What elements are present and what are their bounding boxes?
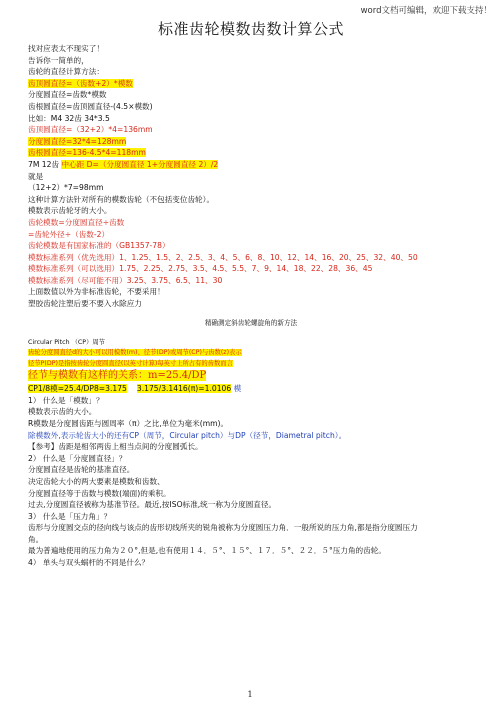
module-line: 模数标准系列（尽可能不用）3.25、3.75、6.5、11、30: [28, 275, 223, 285]
highlighted-cp: CP1/8模=25.4/DP8=3.175: [28, 384, 127, 394]
text-line: 告诉你一简单的，: [28, 55, 89, 65]
text-line: 模数表示齿的大小。: [28, 407, 97, 417]
text-line: Circular Pitch （CP）周节: [28, 338, 105, 346]
text-line: 比如：M4 32齿 34*3.5: [28, 113, 110, 123]
module-line: =齿轮外径÷（齿数-2）: [28, 229, 110, 239]
text-line: 【参考】齿距是相邻两齿上相当点间的分度圆弧长。: [28, 442, 203, 452]
module-line: 齿轮模数=分度圆直径÷齿数: [28, 217, 125, 227]
text-line: 齿轮的直径计算方法：: [28, 67, 104, 77]
text-line: 过去,分度圆直径被称为基准节径。最近,按ISO标准,统一称为分度圆直径。: [28, 500, 277, 510]
text-segment: 7M 12齿: [28, 159, 60, 169]
text-line: 模数表示齿轮牙的大小。: [28, 206, 112, 216]
cp-line: [28, 383, 474, 395]
module-line: 模数标准系列（优先选用）1、1.25、1.5、2、2.5、3、4、5、6、8、10、12、14、16、20、25、32、40、50: [28, 252, 418, 262]
text-line: 找对应表太不现实了！: [28, 44, 104, 53]
highlighted-example: 分度圆直径=32*4=128mm: [28, 136, 127, 146]
module-line: 齿轮模数是有国家标准的（GB1357-78）: [28, 241, 170, 251]
text-segment: 模: [233, 384, 242, 394]
text-line: R模数是分度圆齿距与圆周率（π）之比,单位为毫米(mm)。: [28, 418, 229, 428]
text-line: 上面数值以外为非标准齿轮，不要采用！: [28, 287, 165, 297]
text-line: 决定齿轮大小的两大要素是模数和齿数、: [28, 476, 165, 486]
highlighted-small: 齿轮分度圆直径d的大小可以用模数(m)、径节(DP)或周节(CP)与齿数(z)表示: [28, 349, 242, 357]
text-line: 齿形与分度圆交点的径向线与该点的齿形切线所夹的锐角被称为分度圆压力角．一般所说的压力角,都是指分度圆压力: [28, 523, 418, 533]
text-line: 塑胶齿轮注塑后要不要入水除应力: [28, 299, 142, 309]
text-line: 角。: [28, 534, 44, 544]
highlighted-formula: 齿顶圆直径=（齿数+2）*模数: [28, 78, 133, 88]
text-line: （12+2）*7=98mm: [28, 183, 104, 193]
text-line: 就是: [28, 171, 44, 181]
question-line: 3） 什么是「压力角」？: [28, 511, 112, 521]
module-line: 模数标准系列（可以选用）1.75、2.25、2.75、3.5、4.5、5.5、7、9、14、18、22、28、36、45: [28, 264, 373, 274]
highlighted-formula: 中心距 D=（分度圆直径 1+分度圆直径 2）/2: [61, 159, 219, 169]
center-distance-line: [28, 159, 474, 171]
watermark-text: word文档可编辑，欢迎下载支持！: [360, 6, 492, 16]
highlighted-cp: 3.175/3.1416(π)=1.0106: [136, 384, 232, 394]
question-line: 2） 什么是「分度圆直径」？: [28, 453, 127, 463]
text-line: 除模数外,表示轮齿大小的还有CP（周节，Circular pitch）与DP（径节，Diametral pitch）。: [28, 430, 347, 440]
example-line: 齿顶圆直径=（32+2）*4=136mm: [28, 125, 153, 135]
highlighted-example: 齿根圆直径=136-4.5*4=118mm: [28, 148, 146, 158]
text-line: 分度圆直径是齿轮的基准直径。: [28, 465, 135, 475]
text-line: 这种计算方法针对所有的模数齿轮（不包括变位齿轮）。: [28, 194, 215, 204]
text-line: 最为普遍地使用的压力角为２０°,但是,也有使用１４．５°、１５°、１７．５°、２２．５°压力角的齿轮。: [28, 546, 386, 556]
section-heading: 精确测定斜齿轮螺旋角的新方法: [204, 318, 298, 327]
question-line: 4） 单头与双头蜗杆的不同是什么？: [28, 558, 150, 568]
highlighted-small: 径节P(DP)是指按齿轮分度圆直径(以英寸计算)每英寸上所占有的齿数而言: [28, 359, 233, 367]
highlighted-relation: 径节与模数有这样的关系：m=25.4/DP: [28, 370, 207, 382]
page-number: 1: [247, 690, 253, 699]
text-line: 齿根圆直径=齿顶圆直径-(4.5×模数): [28, 101, 153, 111]
text-line: 分度圆直径=齿数*模数: [28, 90, 107, 100]
page-title: 标准齿轮模数齿数计算公式: [157, 20, 344, 38]
text-line: 分度圆直径等于齿数与模数(端面)的乘积。: [28, 488, 171, 498]
question-line: 1） 什么是「模数」？: [28, 395, 104, 405]
